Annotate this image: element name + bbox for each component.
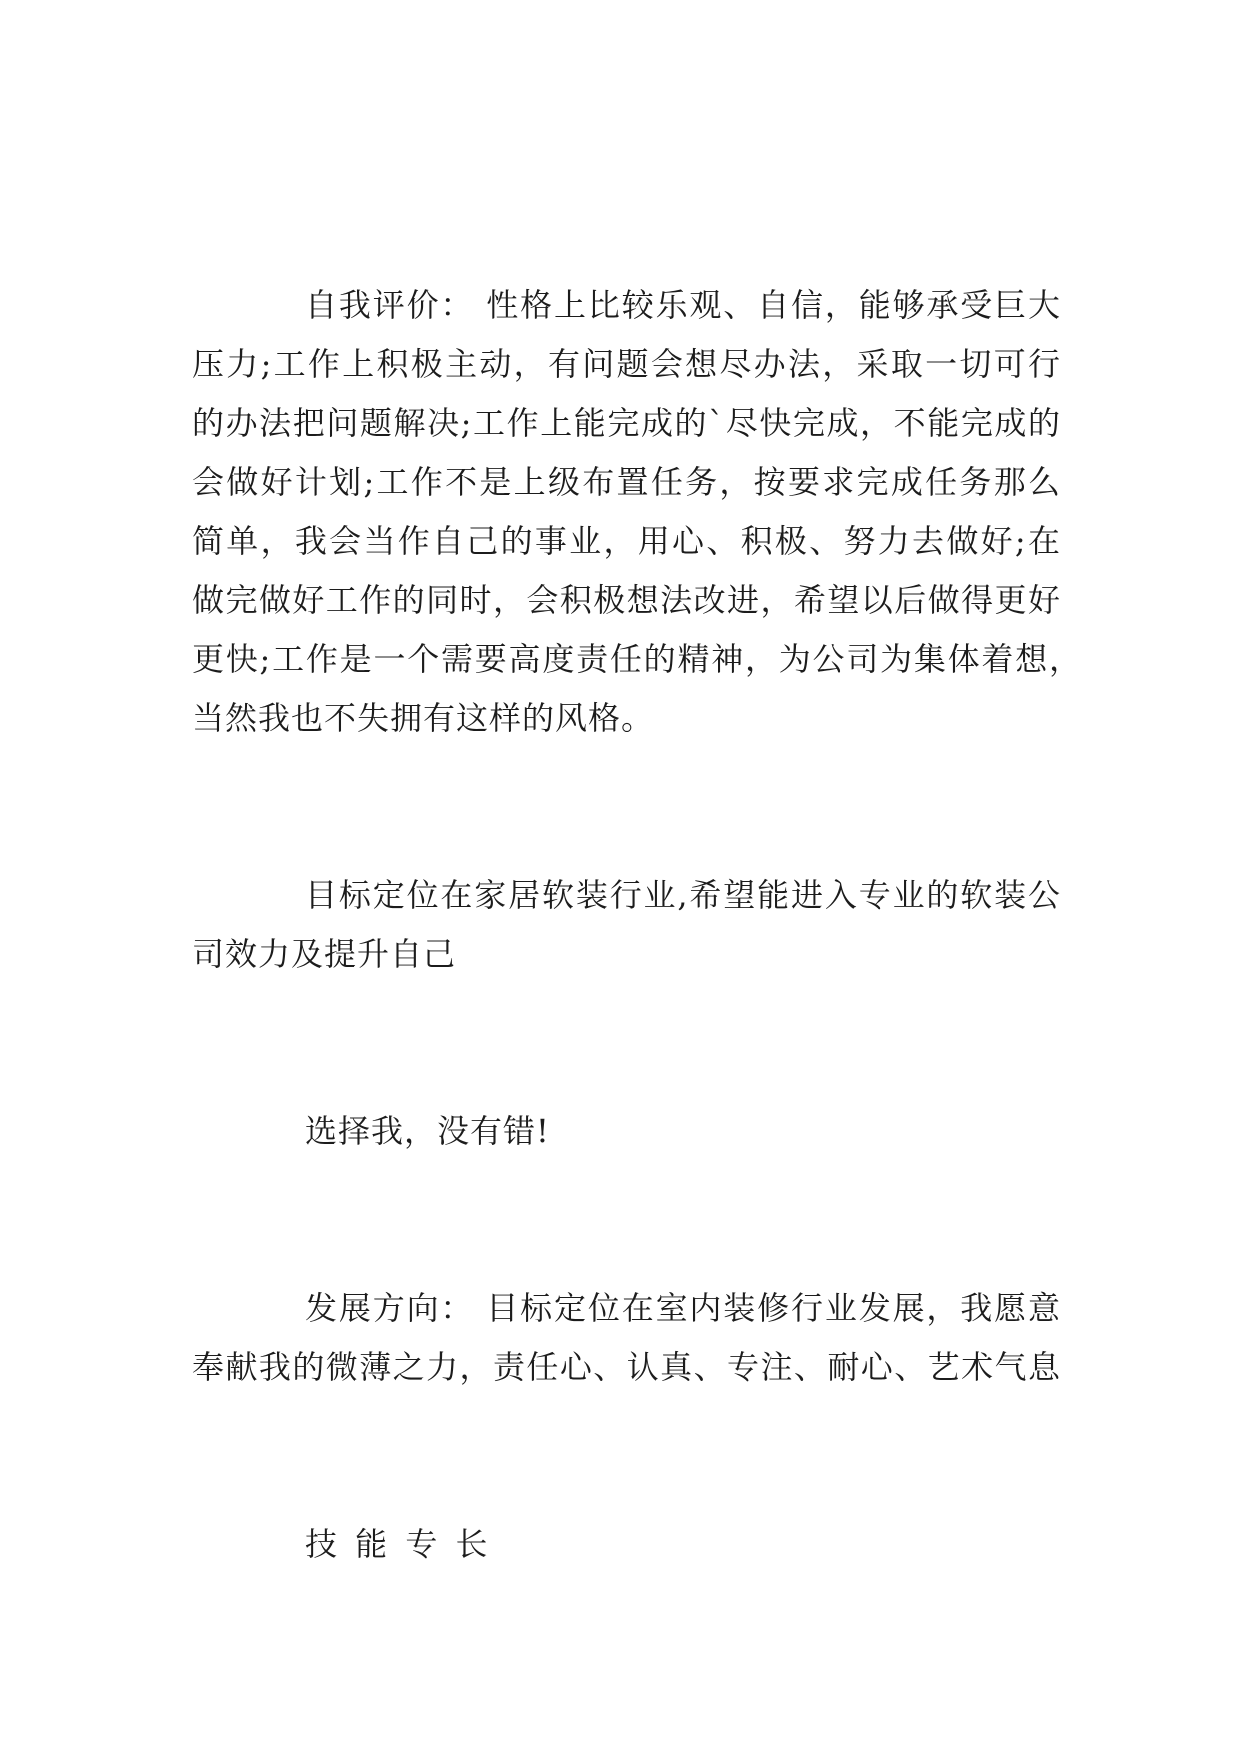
text-line: 当然我也不失拥有这样的风格。	[192, 699, 655, 737]
text-line: 司效力及提升自己	[192, 935, 457, 973]
text-line: 自我评价： 性格上比较乐观、自信，能够承受巨大	[305, 286, 1060, 324]
text-line: 会做好计划;工作不是上级布置任务，按要求完成任务那么	[192, 463, 1060, 501]
text-line: 目标定位在家居软装行业,希望能进入专业的软装公	[305, 876, 1060, 914]
text-line: 发展方向： 目标定位在室内装修行业发展，我愿意	[305, 1289, 1060, 1327]
text-line: 选择我，没有错!	[305, 1112, 550, 1150]
career-goal-paragraph	[192, 866, 1060, 984]
text-line: 的办法把问题解决;工作上能完成的`尽快完成，不能完成的	[192, 404, 1060, 442]
text-line: 简单，我会当作自己的事业，用心、积极、努力去做好;在	[192, 522, 1060, 560]
text-line: 更快;工作是一个需要高度责任的精神，为公司为集体着想，	[192, 640, 1081, 678]
document-body	[192, 276, 1081, 1574]
text-line: 做完做好工作的同时，会积极想法改进，希望以后做得更好	[192, 581, 1060, 619]
text-line: 压力;工作上积极主动，有问题会想尽办法，采取一切可行	[192, 345, 1060, 383]
self-evaluation-paragraph	[192, 276, 1081, 748]
slogan-paragraph	[192, 1102, 1060, 1161]
section-heading: 技 能 专 长	[305, 1525, 489, 1563]
text-line: 奉献我的微薄之力，责任心、认真、专注、耐心、艺术气息	[192, 1348, 1060, 1386]
skills-heading	[192, 1515, 1060, 1574]
development-direction-paragraph	[192, 1279, 1060, 1397]
